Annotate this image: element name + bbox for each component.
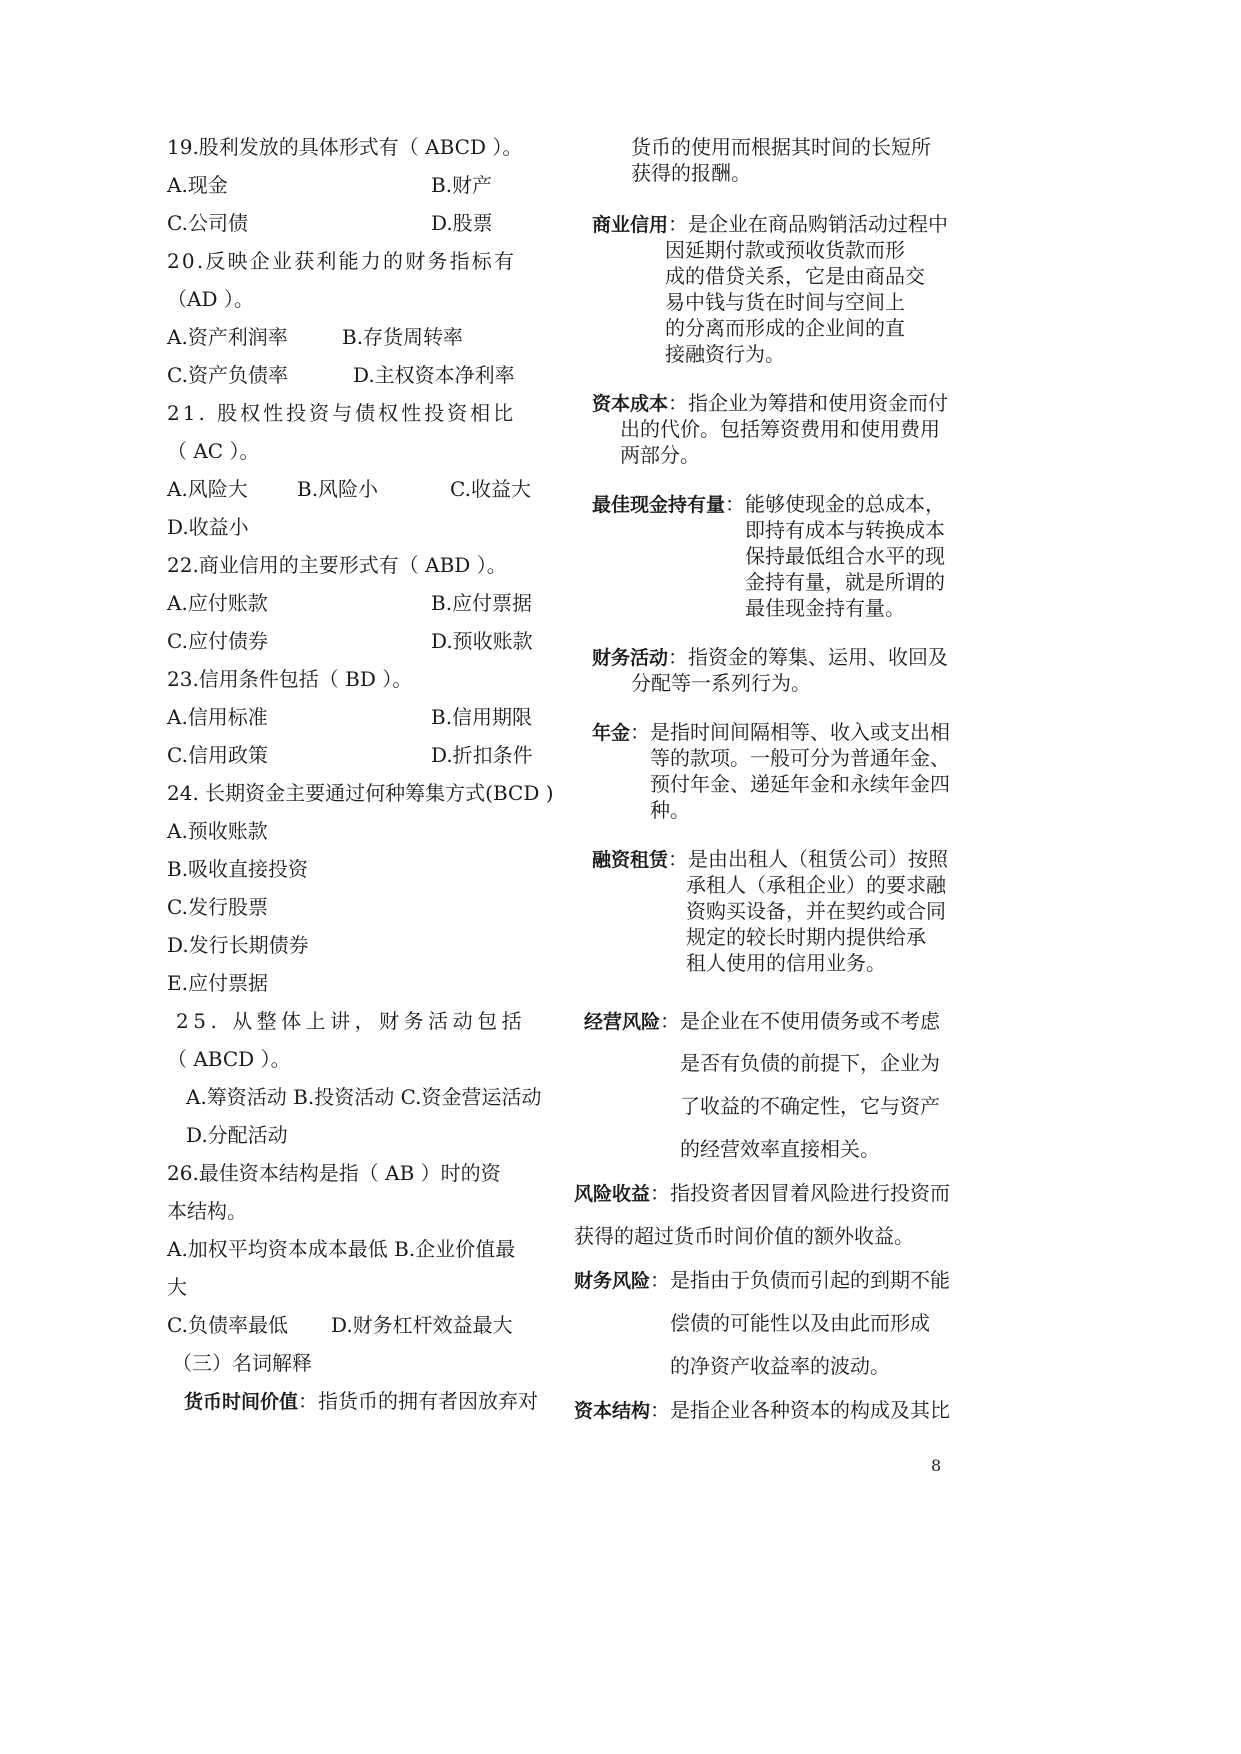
q23-option-a: A.信用标准	[167, 705, 268, 729]
q25-stem-cont: （ ABCD ）。	[167, 1047, 291, 1071]
term-definition: ：是指企业各种资本的构成及其比	[650, 1398, 951, 1422]
term-definition: 分配等一系列行为。	[631, 671, 811, 695]
term-definition: ：能够使现金的总成本，	[725, 492, 946, 516]
term-definition: 保持最低组合水平的现	[745, 544, 945, 568]
term-definition: 金持有量，就是所谓的	[745, 570, 945, 594]
term-financial-activity	[592, 645, 948, 670]
term-definition: 最佳现金持有量。	[745, 596, 905, 620]
term-definition: 获得的超过货币时间价值的额外收益。	[574, 1224, 914, 1248]
q26-stem-cont: 本结构。	[167, 1199, 247, 1223]
term-risk-return	[574, 1181, 950, 1206]
q21-option-c: C.收益大	[450, 477, 531, 501]
term-definition: 成的借贷关系，它是由商品交	[665, 264, 925, 288]
q25-options: A.筹资活动 B.投资活动 C.资金营运活动	[186, 1085, 542, 1109]
term-label: 经营风险	[584, 1011, 661, 1033]
q26-option-c: C.负债率最低	[167, 1313, 288, 1337]
q23-option-d: D.折扣条件	[431, 743, 533, 767]
term-definition: 租人使用的信用业务。	[686, 951, 886, 975]
term-definition: ：是由出租人（租赁公司）按照	[668, 847, 949, 871]
term-label: 货币时间价值	[184, 1391, 299, 1413]
term-definition: ：是企业在商品购销活动过程中	[668, 212, 949, 236]
term-financial-risk	[574, 1268, 950, 1293]
term-definition: 出的代价。包括筹资费用和使用费用	[620, 417, 940, 441]
term-label: 财务活动	[592, 647, 669, 669]
q22-stem: 22.商业信用的主要形式有（ ABD ）。	[167, 553, 507, 577]
term-definition: 偿债的可能性以及由此而形成	[670, 1311, 930, 1335]
q21-option-b: B.风险小	[297, 477, 379, 501]
q20-stem-cont: （AD ）。	[167, 287, 254, 311]
term-label: 财务风险	[574, 1270, 651, 1292]
term-definition: 了收益的不确定性，它与资产	[680, 1094, 940, 1118]
term-time-value-of-money	[184, 1389, 538, 1414]
term-definition: ：指投资者因冒着风险进行投资而	[650, 1181, 951, 1205]
q24-option-e: E.应付票据	[167, 971, 268, 995]
q25-stem: 25. 从整体上讲，财务活动包括	[176, 1009, 527, 1033]
q22-option-a: A.应付账款	[167, 591, 268, 615]
term-label: 最佳现金持有量	[592, 494, 726, 516]
q23-stem: 23.信用条件包括（ BD ）。	[167, 667, 413, 691]
term-definition: 即持有成本与转换成本	[745, 518, 945, 542]
term-label: 资本结构	[574, 1400, 651, 1422]
term-definition: 易中钱与货在时间与空间上	[665, 290, 905, 314]
term-optimal-cash	[592, 492, 945, 517]
term-definition: 资购买设备，并在契约或合同	[686, 899, 946, 923]
term-definition: 规定的较长时期内提供给承	[686, 925, 926, 949]
term-definition: ：指企业为筹措和使用资金而付	[668, 391, 949, 415]
term-label: 商业信用	[592, 214, 669, 236]
q26-stem: 26.最佳资本结构是指（ AB ）时的资	[167, 1161, 501, 1185]
q22-option-c: C.应付债券	[167, 629, 268, 653]
term-label: 风险收益	[574, 1183, 651, 1205]
q19-option-c: C.公司债	[167, 211, 248, 235]
q19-option-d: D.股票	[431, 211, 493, 235]
term-definition: ：指资金的筹集、运用、收回及	[668, 645, 949, 669]
page-number: 8	[931, 1456, 942, 1475]
term-definition: 的分离而形成的企业间的直	[665, 316, 905, 340]
q19-option-b: B.财产	[431, 173, 493, 197]
q25-option-d: D.分配活动	[186, 1123, 288, 1147]
q20-option-b: B.存货周转率	[342, 325, 464, 349]
term-definition: ：指货币的拥有者因放弃对	[298, 1389, 539, 1413]
q22-option-b: B.应付票据	[431, 591, 533, 615]
term-label: 融资租赁	[592, 849, 669, 871]
q19-stem: 19.股利发放的具体形式有（ ABCD ）。	[167, 135, 523, 159]
term-definition: 的净资产收益率的波动。	[670, 1354, 890, 1378]
term-label: 资本成本	[592, 393, 669, 415]
term-definition: 等的款项。一般可分为普通年金、	[650, 746, 950, 770]
term-capital-structure	[574, 1398, 950, 1423]
term-definition: 因延期付款或预收货款而形	[665, 238, 905, 262]
term-finance-lease	[592, 847, 948, 872]
term-definition: 是否有负债的前提下，企业为	[680, 1051, 940, 1075]
q20-stem: 20.反映企业获利能力的财务指标有	[167, 249, 517, 273]
term-definition: ：是指由于负债而引起的到期不能	[650, 1268, 951, 1292]
q26-option-d: D.财务杠杆效益最大	[331, 1313, 513, 1337]
term-annuity	[592, 720, 950, 745]
term-definition: 两部分。	[620, 443, 700, 467]
section-heading: （三）名词解释	[172, 1351, 312, 1375]
term-definition: 承租人（承租企业）的要求融	[686, 873, 946, 897]
q24-option-d: D.发行长期债券	[167, 933, 309, 957]
q20-option-a: A.资产利润率	[167, 325, 288, 349]
q21-option-d: D.收益小	[167, 515, 249, 539]
q23-option-c: C.信用政策	[167, 743, 268, 767]
q24-option-c: C.发行股票	[167, 895, 268, 919]
q20-option-c: C.资产负债率	[167, 363, 288, 387]
q20-option-d: D.主权资本净利率	[353, 363, 515, 387]
term-definition: 接融资行为。	[665, 342, 785, 366]
term-operating-risk	[584, 1009, 940, 1034]
term-definition: 的经营效率直接相关。	[680, 1137, 880, 1161]
q24-option-b: B.吸收直接投资	[167, 857, 309, 881]
term-commercial-credit	[592, 212, 948, 237]
tvm-definition-cont: 获得的报酬。	[631, 161, 751, 185]
q24-option-a: A.预收账款	[167, 819, 268, 843]
term-definition: 预付年金、递延年金和永续年金四	[650, 772, 950, 796]
term-definition: ：是企业在不使用债务或不考虑	[660, 1009, 941, 1033]
q26-option-ab-cont: 大	[167, 1275, 187, 1299]
tvm-definition-cont: 货币的使用而根据其时间的长短所	[631, 135, 931, 159]
q21-stem-cont: （ AC ）。	[167, 439, 260, 463]
term-capital-cost	[592, 391, 948, 416]
q24-stem: 24. 长期资金主要通过何种筹集方式(BCD )	[167, 781, 554, 805]
term-definition: ：是指时间间隔相等、收入或支出相	[630, 720, 951, 744]
q22-option-d: D.预收账款	[431, 629, 533, 653]
q19-option-a: A.现金	[167, 173, 228, 197]
q21-stem: 21. 股权性投资与债权性投资相比	[167, 401, 517, 425]
term-label: 年金	[592, 722, 631, 744]
q26-option-ab: A.加权平均资本成本最低 B.企业价值最	[167, 1237, 516, 1261]
term-definition: 种。	[650, 798, 690, 822]
q23-option-b: B.信用期限	[431, 705, 533, 729]
q21-option-a: A.风险大	[167, 477, 248, 501]
